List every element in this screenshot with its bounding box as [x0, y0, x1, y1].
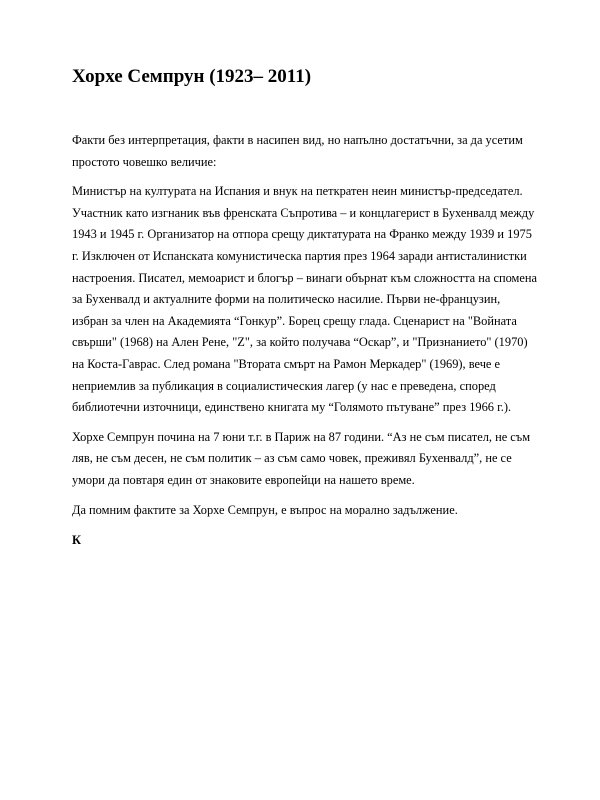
paragraph-intro: Факти без интерпретация, факти в насипен вид, но напълно достатъчни, за да усетим простото човешко величие:: [72, 133, 523, 169]
document-page: [72, 64, 538, 549]
paragraph-biography: Министър на културата на Испания и внук на петкратен неин министър-председател. Участник като изгнаник във френската Съпротива – и концлагерист в Бухенвалд между 1943 и 1945 г. Организатор на отпора срещу диктатурата на Франко между 1939 и 1975 г. Изключен от Испанската комунистическа партия през 1964 заради антисталинистки настроения. Писател, мемоарист и блогър – винаги обърнат към сложността на спомена за Бухенвалд и актуалните форми на политическо насилие. Първи не-французин, избран за член на Академията “Гонкур”. Борец срещу глада. Сценарист на "Войната свърши" (1968) на Ален Рене, "Z", за който получава “Оскар”, и "Признанието" (1970) на Коста-Гаврас. След романа "Втората смърт на Рамон Меркадер" (1969), вече е неприемлив за публикация в социалистическия лагер (у нас е преведена, според библиотечни източници, единствено книгата му “Голямото пътуване” през 1966 г.).: [72, 184, 538, 415]
document-title: Хорхе Семпрун (1923– 2011): [72, 66, 312, 87]
paragraph-death: Хорхе Семпрун почина на 7 юни т.г. в Париж на 87 години. “Аз не съм писател, не съм ляв, не съм десен, не съм политик – аз съм само човек, преживял Бухенвалд”, не се умори да повтаря един от знаковите европейци на нашето време.: [72, 429, 531, 487]
paragraph-closing: Да помним фактите за Хорхе Семпрун, е въпрос на морално задължение.: [72, 502, 458, 517]
author-signature: К: [72, 533, 81, 548]
